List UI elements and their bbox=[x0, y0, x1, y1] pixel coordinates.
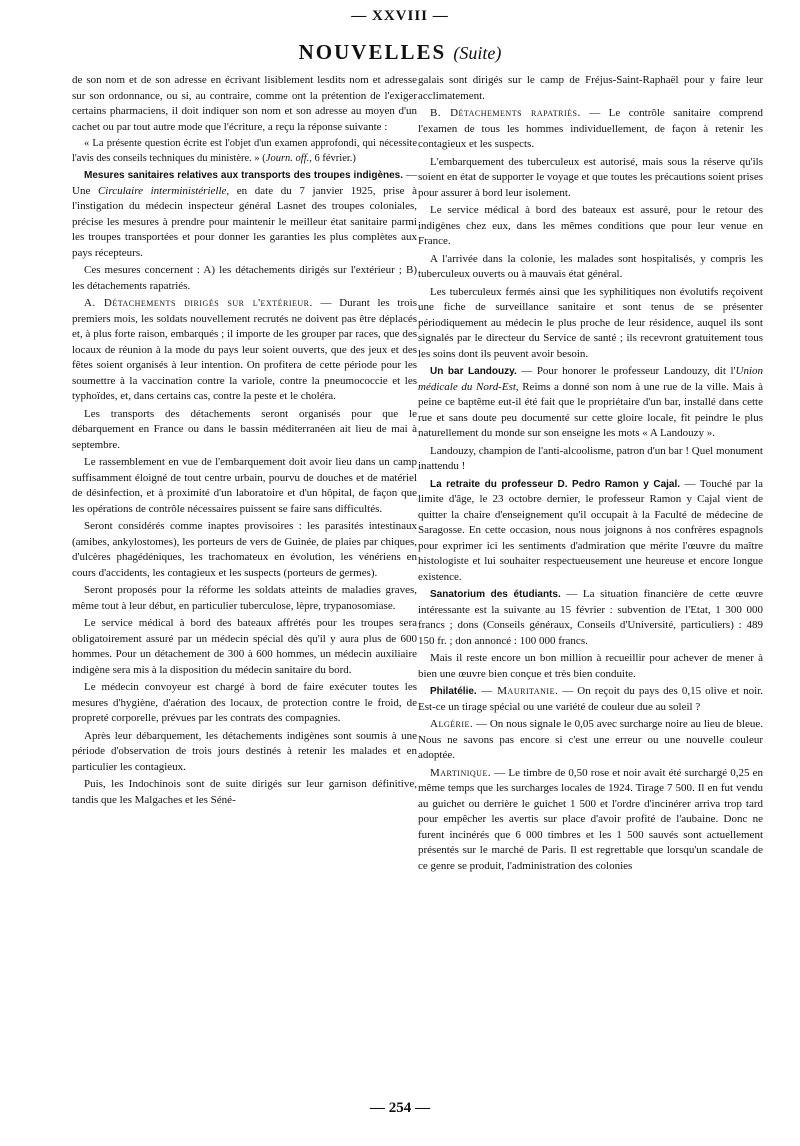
paragraph: Le rassemblement en vue de l'embarquement doit avoir lieu dans un camp suffisamment éloigné de tout centre urbain, pourvu de douches et de matériel de désinfection, et à proximité d'un laboratoire et d'un hôpital, de façon que les opérations de contrôle nécessaires puissent se faire sans difficultés. bbox=[72, 456, 417, 515]
paragraph: Seront proposés pour la réforme les soldats atteints de maladies graves, même tout à leur début, en particulier tuberculose, lèpre, trypanosomiase. bbox=[72, 584, 417, 612]
text: — Le contrôle sanitaire comprend l'examen de tous les hommes individuellement, de façon à retenir les contagieux et les suspects. bbox=[418, 107, 764, 150]
right-column bbox=[418, 73, 763, 876]
text: , Reims a donné son nom à une rue de la ville. Mais à peine ce baptême eut-il été fait que le propriétaire d'un bar, installé dans cette rue et sans doute peu documenté sur cette gloire locale, fit peindre le plus naturellement du monde sur son enseigne les mots « A Landouzy ». bbox=[418, 380, 764, 439]
paragraph bbox=[72, 296, 417, 405]
paragraph: Les tuberculeux fermés ainsi que les syphilitiques non évolutifs reçoivent une fiche de surveillance sanitaire et sont tenus de se présenter périodiquement au médecin le plus proche de leur résidence, auquel ils sont signalés par le directeur du Service de santé ; ils recevront gratuitement tous les soins dont ils peuvent avoir besoin. bbox=[418, 285, 763, 360]
paragraph: Après leur débarquement, les détachements indigènes sont soumis à une période d'observation de trois jours destinés à retenir les malades et en particulier les contagieux. bbox=[72, 729, 417, 773]
quote-source: Journ. off. bbox=[265, 152, 310, 164]
paragraph: de son nom et de son adresse en écrivant lisiblement lesdits nom et adresse sur son ordonnance, ou si, au contraire, comme ont la prétention de l'exiger certains pharmaciens, il doit indiquer son nom et son adresse au moyen d'un cachet ou par tout autre mode que l'écriture, a reçu la réponse suivante : bbox=[72, 74, 417, 133]
subheading: B. Détachements rapatriés. bbox=[430, 107, 581, 119]
paragraph: Puis, les Indochinois sont de suite dirigés sur leur garnison définitive, tandis que les Malgaches et les Séné- bbox=[72, 778, 417, 806]
text: — On nous signale le 0,05 avec surcharge noire au lieu de bleue. Nous ne savons pas encore si c'est une erreur ou une nouvelle couleur adoptée. bbox=[418, 718, 763, 761]
subheading: A. Détachements dirigés sur l'extérieur. bbox=[84, 297, 313, 309]
paragraph: Landouzy, champion de l'anti-alcoolisme, patron d'un bar ! Quel monument inattendu ! bbox=[418, 444, 763, 472]
text: — Touché par la limite d'âge, le 23 octobre dernier, le professeur Ramon y Cajal vient de quitter la chaire d'enseignement qu'il occupait à la Faculté de médecine de Saragosse. En cette occasion, nous nous joignons à nos confrères espagnols pour exprimer ici les sentiments d'admiration que mérite l'œuvre du maître histologiste et lui souhaiter respectueusement une heureuse et encore longue existence. bbox=[418, 477, 763, 583]
article-sanatorium bbox=[418, 587, 763, 649]
text: — Pour honorer le professeur Landouzy, dit l' bbox=[516, 365, 736, 377]
quote-text: « La présente question écrite est l'objet d'un examen approfondi, qui nécessite l'avis des conseils techniques du ministère. » ( bbox=[72, 138, 417, 164]
paragraph: galais sont dirigés sur le camp de Fréjus-Saint-Raphaël pour y faire leur acclimatement. bbox=[418, 74, 763, 102]
text: — Une bbox=[72, 169, 418, 197]
paragraph bbox=[418, 717, 763, 764]
article-troupes bbox=[72, 168, 417, 261]
quote-date: , 6 février.) bbox=[309, 152, 356, 164]
article-heading: Un bar Landouzy. bbox=[430, 366, 517, 377]
page-number: — 254 — bbox=[370, 1100, 430, 1116]
text: — La situation financière de cette œuvre intéressante est la suivante au 15 février : subvention de l'Etat, 1 300 000 francs ; dons (Conseils généraux, Conseils d'Université, particuliers) : 489 150 fr. ; don annoncé : 100 000 francs. bbox=[418, 588, 764, 647]
title-suite: (Suite) bbox=[453, 43, 502, 63]
title-main: NOUVELLES bbox=[298, 40, 447, 64]
article-heading: Mesures sanitaires relatives aux transports des troupes indigènes. bbox=[84, 170, 404, 181]
article-heading: Sanatorium des étudiants. bbox=[430, 589, 561, 600]
paragraph: Les transports des détachements seront organisés pour que le débarquement en France ou dans le bassin méditerranéen ait lieu de mai à septembre. bbox=[72, 407, 417, 451]
article-landouzy bbox=[418, 364, 763, 442]
text: — On reçoit du pays des 0,15 olive et noir. Est-ce un tirage spécial ou une variété de couleur due au soleil ? bbox=[418, 685, 764, 713]
paragraph: Le médecin convoyeur est chargé à bord de faire exécuter toutes les mesures d'hygiène, d'aération des locaux, de protection contre le froid, de propreté corporelle, prévues par les contrats des compagnies. bbox=[72, 681, 417, 724]
paragraph: Mais il reste encore un bon million à recueillir pour achever de mener à bien une œuvre bien conçue et très bien conduite. bbox=[418, 652, 763, 680]
text-italic: Union médicale du Nord-Est bbox=[418, 365, 763, 393]
text: — Durant les trois premiers mois, les soldats nouvellement recrutés ne doivent pas être déplacés et, à plus forte raison, embarqués ; il importe de les grouper par races, que des locaux de réunion à la mode du pays leur soient ouverts, que des jeux et des fêtes soient organisés à leur intention. On profitera de cette période pour les soumettre à la vaccination contre la variole, contre la pneumococcie et les typhoïdes, et, dans certains cas, contre la peste et le choléra. bbox=[72, 297, 417, 402]
paragraph bbox=[418, 766, 763, 875]
subheading: Martinique. bbox=[430, 766, 492, 779]
article-cajal bbox=[418, 477, 763, 586]
left-column bbox=[72, 73, 417, 810]
text-italic: Circulaire interministérielle bbox=[97, 184, 227, 197]
paragraph: Le service médical à bord des bateaux affrétés pour les troupes sera obligatoirement assuré par un médecin spécial dès qu'il y aura plus de 600 hommes. Pour un détachement de 300 à 600 hommes, un médecin auxiliaire indigène sera mis à la disposition du médecin sanitaire du bord. bbox=[72, 617, 417, 676]
paragraph: Seront considérés comme inaptes provisoires : les parasités intestinaux (amibes, ankylostomes), les porteurs de vers de Guinée, de plaies par chiques, d'ulcères phagédéniques, les trachomateux en évolution, les vénériens en cours d'accidents, les contagieux et les suspects (porteurs de germes). bbox=[72, 520, 417, 579]
subheading: Algérie. bbox=[430, 718, 474, 730]
paragraph: L'embarquement des tuberculeux est autorisé, mais sous la réserve qu'ils soient en état de supporter le voyage et que toutes les précautions soient prises pour assurer à bord leur isolement. bbox=[418, 155, 763, 199]
paragraph: A l'arrivée dans la colonie, les malades sont hospitalisés, y compris les tuberculeux ouverts ou à mauvais état général. bbox=[418, 252, 763, 280]
article-philatelie bbox=[418, 684, 763, 715]
text: — Le timbre de 0,50 rose et noir avait été surchargé 0,25 en même temps que les surcharges locales de 1924. Tirage 7 500. Il en fut vendu au guichet ou derrière le guichet 1 500 et l'ordre d'incinérer arriva trop tard pour empêcher les avertis sur place d'avoir profité de l'aubaine. Donc ne furent incinérés que 6 000 timbres et les 1 500 sauvés sont actuellement présentés sur le marché de Paris. Il est regrettable que lorsqu'un scandale de ce genre se produit, l'administration des colonies bbox=[418, 766, 763, 872]
paragraph bbox=[418, 106, 763, 153]
subheading: — Mauritanie. bbox=[476, 685, 559, 697]
text: , en date du 7 janvier 1925, prise à l'instigation du médecin inspecteur général Lasnet des troupes coloniales, précise les mesures à prendre pour maintenir le meilleur état sanitaire parmi les troupes transportées et pour donner les garanties les plus complètes aux pays récepteurs. bbox=[72, 184, 417, 259]
roman-page-number: — XXVIII — bbox=[351, 8, 449, 24]
paragraph: Le service médical à bord des bateaux est assuré, pour le retour des indigènes chez eux, dans les mêmes conditions que pour leur venue en France. bbox=[418, 204, 763, 247]
article-heading: Philatélie. bbox=[430, 686, 477, 697]
paragraph: Ces mesures concernent : A) les détachements dirigés sur l'extérieur ; B) les détachements rapatriés. bbox=[72, 264, 417, 292]
quote-paragraph bbox=[72, 137, 417, 166]
article-heading: La retraite du professeur D. Pedro Ramon y Cajal. bbox=[430, 478, 681, 490]
page-title bbox=[0, 40, 800, 65]
